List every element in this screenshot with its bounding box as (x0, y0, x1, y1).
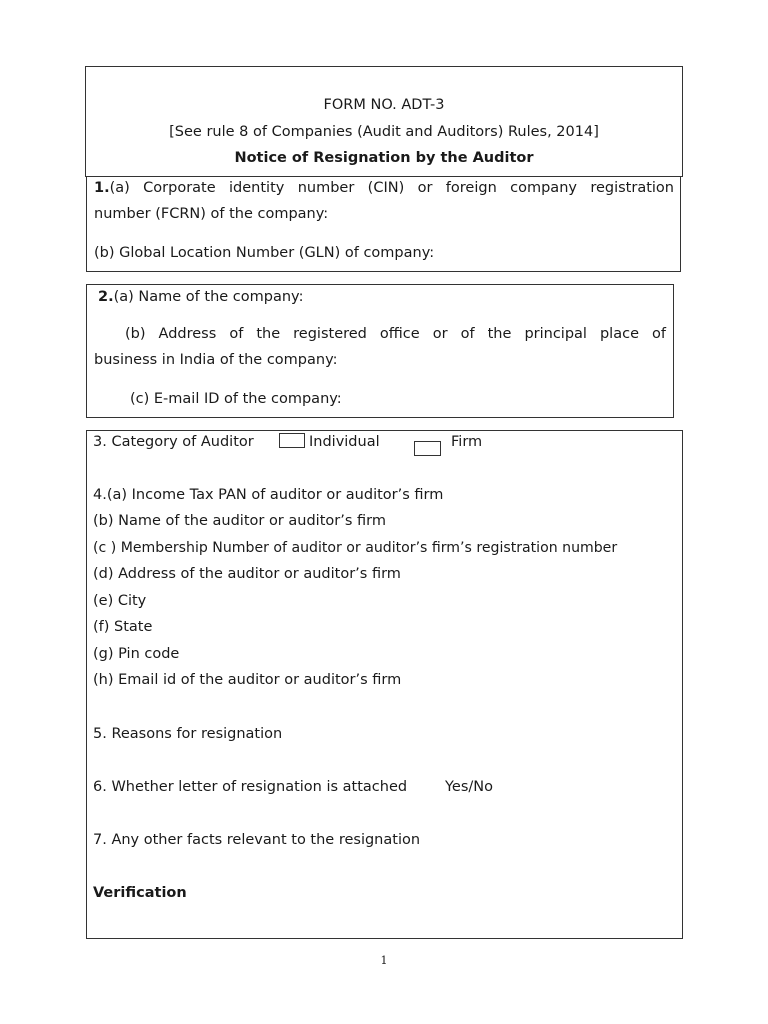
section-1a-line2: number (FCRN) of the company: (94, 206, 329, 222)
verification-heading: Verification (93, 885, 187, 901)
form-title: Notice of Resignation by the Auditor (234, 150, 534, 166)
page-number: 1 (380, 954, 388, 967)
section-2a-text: (a) Name of the company: (113, 289, 304, 305)
rule-reference: [See rule 8 of Companies (Audit and Auditors) Rules, 2014] (169, 124, 599, 140)
section-1-number: 1. (94, 180, 110, 196)
section-2b-line1: (b) Address of the registered office or of the principal place of (125, 326, 666, 342)
section-4d: (d) Address of the auditor or auditor’s firm (93, 566, 401, 582)
section-1a-text: (a) Corporate identity number (CIN) or foreign company registration (109, 180, 674, 196)
form-number: FORM NO. ADT-3 (323, 97, 445, 113)
section-6: 6. Whether letter of resignation is attached (93, 779, 408, 795)
firm-label: Firm (451, 434, 483, 450)
section-4e: (e) City (93, 593, 147, 609)
section-4g: (g) Pin code (93, 646, 180, 662)
section-1-box (86, 176, 681, 272)
section-2b-line2: business in India of the company: (94, 352, 338, 368)
section-7: 7. Any other facts relevant to the resignation (93, 832, 421, 848)
section-2a-line (98, 288, 303, 306)
section-2c: (c) E-mail ID of the company: (130, 391, 342, 407)
section-2-box (86, 284, 674, 418)
section-2-number: 2. (98, 289, 114, 305)
section-1b: (b) Global Location Number (GLN) of company: (94, 245, 435, 261)
section-4b: (b) Name of the auditor or auditor’s firm (93, 513, 386, 529)
individual-checkbox[interactable] (279, 433, 305, 448)
section-4f: (f) State (93, 619, 153, 635)
category-of-auditor-label: 3. Category of Auditor (93, 434, 254, 450)
section-main-box (86, 430, 683, 939)
section-1a-line1 (94, 179, 674, 197)
firm-checkbox[interactable] (414, 441, 441, 456)
section-4c: (c ) Membership Number of auditor or auditor’s firm’s registration number (93, 540, 618, 556)
section-4h: (h) Email id of the auditor or auditor’s firm (93, 672, 402, 688)
section-4a: 4.(a) Income Tax PAN of auditor or auditor’s firm (93, 487, 444, 503)
individual-label: Individual (309, 434, 380, 450)
section-5: 5. Reasons for resignation (93, 726, 283, 742)
section-6-options: Yes/No (445, 779, 494, 795)
form-header-box (85, 66, 683, 177)
